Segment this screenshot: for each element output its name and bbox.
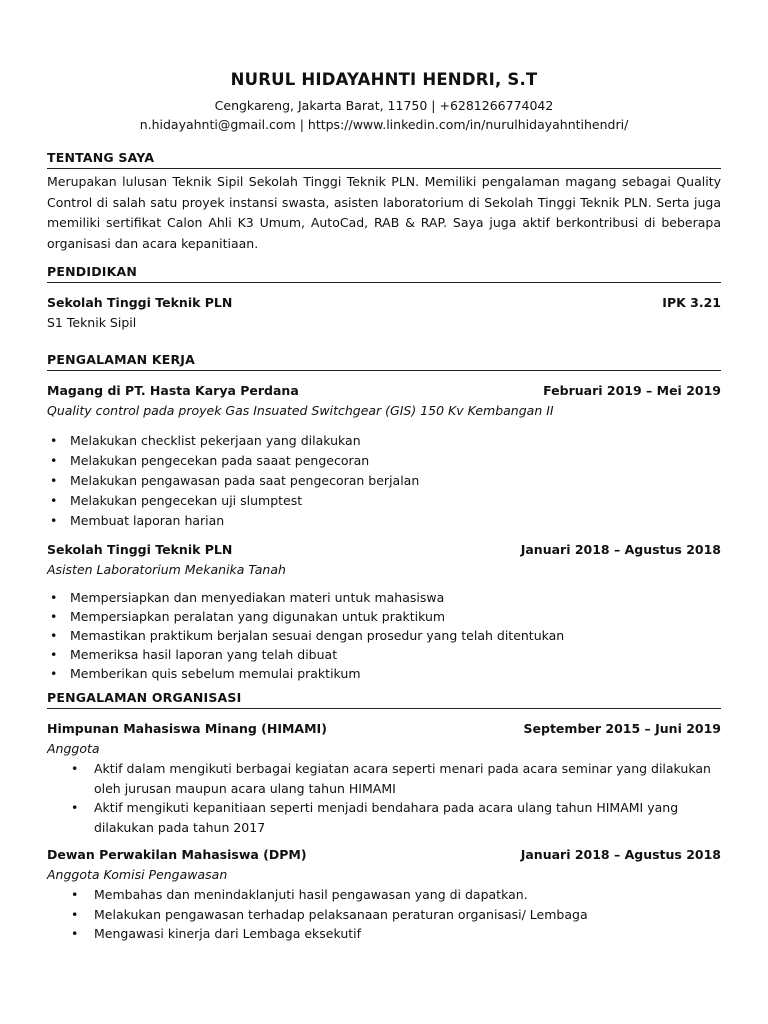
- about-text: Merupakan lulusan Teknik Sipil Sekolah Tinggi Teknik PLN. Memiliki pengalaman magang sebagai Quality Control di salah satu proyek instansi swasta, asisten laboratorium di Sekolah Tinggi Teknik PLN. Serta juga memiliki sertifikat Calon Ahli K3 Umum, AutoCad, RAB & RAP. Saya juga aktif berkontribusi di beberapa organisasi dan acara kepanitiaan.: [47, 174, 721, 251]
- bullet-icon: •: [71, 906, 79, 922]
- bullet-icon: •: [50, 513, 58, 528]
- work-date: Januari 2018 – Agustus 2018: [520, 542, 721, 557]
- work-section: [47, 352, 721, 683]
- work-role: Asisten Laboratorium Mekanika Tanah: [47, 562, 286, 577]
- work-bullets: [47, 588, 721, 683]
- education-section: [47, 264, 721, 333]
- resume-body: [47, 150, 721, 944]
- bullet-icon: •: [71, 926, 79, 941]
- list-item: • Memberikan quis sebelum memulai praktikum: [50, 666, 361, 681]
- work-entry: [47, 374, 721, 531]
- work-date: Februari 2019 – Mei 2019: [543, 383, 721, 398]
- education-title: PENDIDIKAN: [47, 264, 721, 283]
- list-item: • Melakukan pengecekan pada saaat pengecoran: [47, 451, 721, 471]
- bullet-icon: •: [71, 800, 79, 815]
- list-item: • Memeriksa hasil laporan yang telah dibuat: [50, 647, 338, 662]
- resume-header: [0, 0, 768, 134]
- bullet-icon: •: [50, 473, 58, 488]
- list-item: • Mempersiapkan peralatan yang digunakan untuk praktikum: [50, 609, 446, 624]
- work-title: PENGALAMAN KERJA: [47, 352, 721, 371]
- list-item: • Melakukan pengecekan uji slumptest: [47, 491, 721, 511]
- list-item: • Mengawasi kinerja dari Lembaga eksekutif: [47, 924, 721, 944]
- org-name: Himpunan Mahasiswa Minang (HIMAMI): [47, 721, 327, 736]
- org-bullets: [47, 759, 721, 837]
- bullet-icon: •: [50, 590, 58, 605]
- bullet-icon: •: [50, 666, 58, 681]
- org-entry-head: [47, 845, 721, 865]
- degree: S1 Teknik Sipil: [47, 315, 137, 330]
- gpa: IPK 3.21: [662, 295, 721, 310]
- bullet-icon: •: [50, 628, 58, 643]
- org-name: Dewan Perwakilan Mahasiswa (DPM): [47, 847, 307, 862]
- applicant-name: NURUL HIDAYAHNTI HENDRI, S.T: [230, 70, 538, 89]
- work-org: Magang di PT. Hasta Karya Perdana: [47, 383, 299, 398]
- about-section: [47, 150, 721, 254]
- education-entry-head: [47, 293, 721, 313]
- bullet-icon: •: [50, 609, 58, 624]
- list-item: • Melakukan checklist pekerjaan yang dilakukan: [47, 431, 721, 451]
- list-item: • Aktif dalam mengikuti berbagai kegiatan acara seperti menari pada acara seminar yang dilakukan oleh jurusan maupun acara ulang tahun HIMAMI: [71, 761, 711, 796]
- organization-section: [47, 690, 721, 944]
- org-entry: [47, 712, 721, 837]
- bullet-icon: •: [50, 453, 58, 468]
- org-role: Anggota Komisi Pengawasan: [47, 867, 228, 882]
- org-date: Januari 2018 – Agustus 2018: [520, 847, 721, 862]
- contact-email-linkedin: n.hidayahnti@gmail.com | https://www.linkedin.com/in/nurulhidayahntihendri/: [139, 117, 629, 132]
- list-item: • Membahas dan menindaklanjuti hasil pengawasan yang di dapatkan.: [47, 885, 721, 905]
- org-bullets: [47, 885, 721, 944]
- organization-title: PENGALAMAN ORGANISASI: [47, 690, 721, 709]
- list-item: • Membuat laporan harian: [47, 511, 721, 531]
- work-entry-head: [47, 540, 721, 560]
- work-entry-head: [47, 381, 721, 401]
- work-entry: [47, 531, 721, 683]
- bullet-icon: •: [71, 887, 79, 902]
- org-entry: [47, 837, 721, 944]
- school-name: Sekolah Tinggi Teknik PLN: [47, 295, 233, 310]
- contact-address-phone: Cengkareng, Jakarta Barat, 11750 | +6281266774042: [214, 98, 554, 113]
- list-item: • Melakukan pengawasan terhadap pelaksanaan peraturan organisasi/ Lembaga: [47, 905, 721, 925]
- bullet-icon: •: [50, 647, 58, 662]
- org-entry-head: [47, 719, 721, 739]
- org-role: Anggota: [47, 741, 100, 756]
- list-item: • Memastikan praktikum berjalan sesuai dengan prosedur yang telah ditentukan: [50, 628, 565, 643]
- work-role: Quality control pada proyek Gas Insuated Switchgear (GIS) 150 Kv Kembangan II: [47, 403, 554, 418]
- work-bullets: [47, 431, 721, 531]
- bullet-icon: •: [71, 761, 79, 776]
- list-item: • Mempersiapkan dan menyediakan materi untuk mahasiswa: [50, 590, 445, 605]
- work-org: Sekolah Tinggi Teknik PLN: [47, 542, 233, 557]
- bullet-icon: •: [50, 493, 58, 508]
- org-date: September 2015 – Juni 2019: [523, 721, 721, 736]
- bullet-icon: •: [50, 433, 58, 448]
- list-item: • Melakukan pengawasan pada saat pengecoran berjalan: [47, 471, 721, 491]
- about-title: TENTANG SAYA: [47, 150, 721, 169]
- list-item: • Aktif mengikuti kepanitiaan seperti menjadi bendahara pada acara ulang tahun HIMAMI yang dilakukan pada tahun 2017: [71, 800, 679, 835]
